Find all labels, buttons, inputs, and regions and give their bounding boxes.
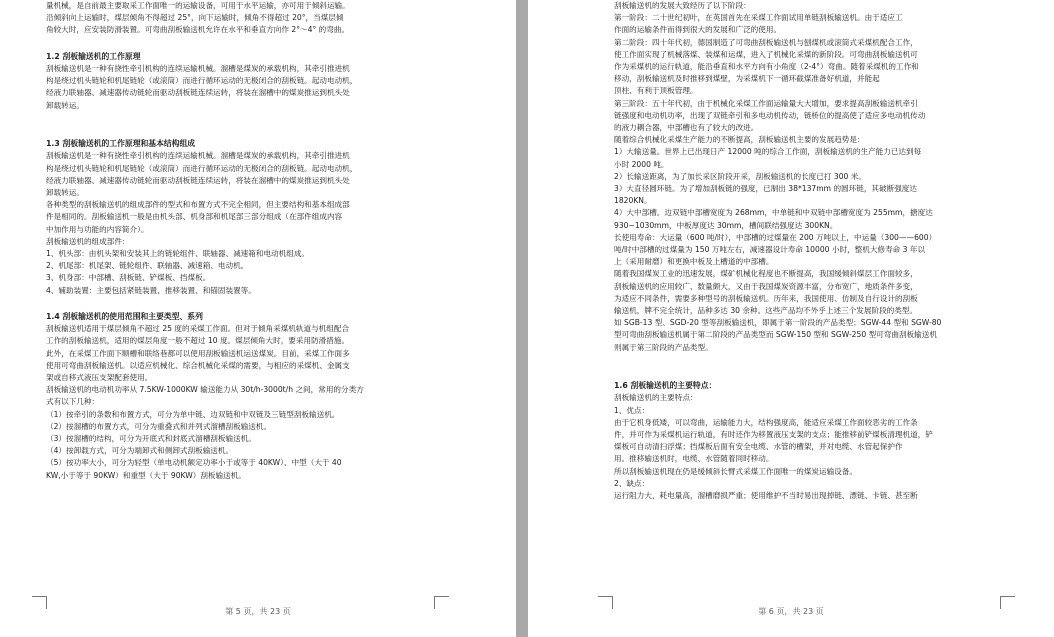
- text-line: 2、缺点：: [614, 478, 650, 488]
- text-line: 第二阶段：四十年代初，德国制造了可弯曲刮板输送机与刨煤机或滚筒式采煤机配合工作，: [614, 37, 918, 47]
- page-footer: 第 6 页，共 23 页: [758, 607, 824, 616]
- text-line: 此外，在采煤工作面下顺槽和联络巷都可以使用刮板输送机运送煤炭。目前，采煤工作面多: [46, 348, 350, 358]
- text-line: 刮板输送机适用于煤层倾角不超过 25 度的采煤工作面。但对于倾角采煤机轨道与机组配合: [46, 324, 350, 334]
- text-line: 构是绕过机头链轮和机尾链轮（或滚筒）而进行循环运动的无极闭合的刮板链。起动电动机，: [46, 163, 358, 173]
- section-heading: 1.2 刮板输送机的工作原理: [46, 51, 141, 61]
- text-line: 量机械，是自前最主要取采工作面唯一的运输设备，可用于水平运输，亦可用于倾斜运输。: [46, 1, 350, 10]
- text-line: KW,小于等于 90KW）和重型（大于 90KW）刮板输送机。: [46, 470, 246, 480]
- text-line: 由于它机身低矮，可以弯曲，运输能力大，结构强度高，能适应采煤工作面较恶劣的工作条: [614, 417, 918, 427]
- text-line: 刮板输送机的电动机功率从 7.5KW-1000KW 输送能力从 30t/h-3000t/h 之间，常用的分类方: [46, 385, 364, 395]
- text-line: （2）按溜槽的布置方式，可分为重叠式和并列式溜槽刮板输送机。: [46, 421, 272, 431]
- text-line: 卸载转运。: [46, 100, 84, 110]
- text-line: 第一阶段：二十世纪初叶，在英国首先在采煤工作面试用单链刮板输送机。由于适应工: [614, 13, 903, 23]
- text-line: （1）按牵引的条数和布置方式，可分为单中链、边双链和中双链及三链型刮板输送机。: [46, 409, 340, 419]
- text-line: 沿倾斜向上运输时，煤层倾角不得超过 25°，向下运输时，倾角不得超过 20°，当煤层倾: [46, 13, 344, 23]
- text-line: 角较大时，应安装防滑装置。可弯曲刮板输送机允许在水平和垂直方向作 2°～4° 的弯曲。: [46, 25, 350, 35]
- text-line: 1、机头部：由机头架和安装其上的链轮组件、联轴器、减速箱和电动机组成。: [46, 249, 310, 259]
- text-line: 煤板可自动清扫浮煤；挡煤板后面有安全电缆、水管的槽架，并对电缆、水管起保护作: [614, 442, 903, 452]
- page-footer: 第 5 页，共 23 页: [225, 607, 291, 616]
- text-line: 作面的运输条件而得到很大的发展和广泛的使用。: [614, 25, 782, 35]
- text-line: 型可弯曲刮板输送机属于第二阶段的产品类型而 SGW-150 型和 SGW-250 型可弯曲刮板输送机: [614, 330, 937, 340]
- text-line: 式有以下几种：: [46, 397, 100, 407]
- blank-line: [46, 37, 436, 49]
- text-line: 移动，刮板输送机及时推移到煤壁，为采煤机下一循环截煤准备好机道，并能起: [614, 74, 880, 84]
- text-line: 输送机，牌不完全统计，品种多达 30 余种。这些产品均不外乎上述三个发展阶段的类型。: [614, 306, 918, 316]
- text-line: 构是绕过机头链轮和机尾链轮（或滚筒）而进行循环运动的无极闭合的刮板链。起动电动机，: [46, 76, 358, 86]
- text-line: 刮板输送机的主要特点：: [614, 393, 698, 403]
- text-line: 为适应不同条件，需要多种型号的刮板输送机。历年来，我国使用、仿制及自行设计的刮板: [614, 293, 918, 303]
- text-line: 930~1030mm，中板厚度达 30mm，槽间联结强度达 300KN。: [614, 220, 838, 230]
- text-line: 的液力耦合器，中部槽也有了较大的改进。: [614, 123, 759, 133]
- text-line: 2、机尾部：机尾架、链轮组件、联轴器、减速箱、电动机。: [46, 261, 249, 271]
- text-line: 随着综合机械化采煤生产能力的不断提高，刮板输送机主要的发展趋势是：: [614, 135, 865, 145]
- text-line: 用。推移输送机时，电缆、水管随着同时移动。: [614, 454, 774, 464]
- page-body: [46, 0, 436, 482]
- text-line: 刮板输送机的发展大致经历了以下阶段：: [614, 1, 751, 10]
- text-line: 所以刮板输送机现在仍是缓倾斜长臂式采煤工作面唯一的煤炭运输设备。: [614, 466, 857, 476]
- section-heading: 1.6 刮板输送机的主要特点：: [614, 381, 717, 391]
- text-line: 第三阶段：五十年代初，由于机械化采煤工作面运输量大大增加，要求提高刮板输送机牵引: [614, 98, 918, 108]
- text-line: 架或自移式液压支架配套使用。: [46, 373, 153, 383]
- text-line: 工作的刮板输送机，适用的煤层角度一般不超过 10 度。煤层倾角大时，要采用防滑措施。: [46, 336, 350, 346]
- text-line: 经液力联轴器、减速器传动链轮而驱动刮板链连续运转，将装在溜槽中的煤炭推运到机头处: [46, 175, 350, 185]
- text-line: 刮板输送机的组成部件：: [46, 236, 130, 246]
- text-line: 1）大输送量。世界上已出现日产 12000 吨的综合工作面，刮板输送机的生产能力已达到每: [614, 147, 922, 157]
- text-line: 顶柱、有利于顶板管理。: [614, 86, 698, 96]
- blank-line: [46, 124, 436, 136]
- blank-line: [614, 366, 1008, 378]
- text-line: 使用可弯曲刮板输送机。以适应机械化、综合机械化采煤的需要，与相应的采煤机、金属支: [46, 360, 350, 370]
- text-line: 使工作面实现了机械落煤、装煤和运煤，进入了机械化采煤的新阶段。可弯曲刮板输送机可: [614, 49, 918, 59]
- document-page-6: [528, 0, 1054, 637]
- text-line: 各种类型的刮板输送机的组成部件的型式和布置方式不完全相同，但主要结构和基本组成部: [46, 200, 350, 210]
- text-line: 如 SGB-13 型、SGD-20 型等刮板输送机，即属于第一阶段的产品类型；SGW-44 型和 SGW-80: [614, 318, 942, 328]
- text-line: 上（采用耐磨）和更换中板及上槽道的中部槽。: [614, 257, 774, 267]
- page-gutter: [516, 0, 528, 637]
- text-line: 1820KN。: [614, 196, 652, 206]
- text-line: （3）按溜槽的结构，可分为开底式和封底式溜槽刮板输送机。: [46, 434, 256, 444]
- text-line: 中加作用与功能的内容简介）。: [46, 224, 149, 234]
- text-line: 3、机身部：中部槽、刮板链、铲煤板、挡煤板。: [46, 273, 211, 283]
- text-line: 件，并可作为采煤机运行轨道，有时还作为移置液压支架的支点；能推移前铲煤板清理机道，铲: [614, 430, 933, 440]
- section-heading: 1.4 刮板输送机的使用范围和主要类型、系列: [46, 312, 203, 322]
- text-line: 2）长输送距离，为了加长采区阶段开采，刮板输送机的长度已打 300 米。: [614, 171, 866, 181]
- text-line: 4、辅助装置：主要包括紧链装置、推移装置、和锚固装置等。: [46, 285, 256, 295]
- text-line: 3）大直径圆环链。为了增加刮板链的强度，已制出 38*137mm 的圆环链，其破断强度达: [614, 184, 917, 194]
- text-line: 卸载转运。: [46, 188, 84, 197]
- text-line: 1、优点：: [614, 405, 650, 415]
- text-line: 刮板输送机是一种有挠性牵引机构的连续运输机械。溜槽是煤炭的承载机构，其牵引推进机: [46, 64, 350, 73]
- text-line: 运行阻力大，耗电量高，溜槽磨损严重；使用维护不当时易出现掉链、漂链、卡链、甚至断: [614, 491, 918, 501]
- text-line: 小时 2000 吨。: [614, 159, 669, 169]
- blank-line: [614, 354, 1008, 366]
- text-line: （5）按功率大小，可分为轻型（单电动机额定功率小于或等于 40KW）、中型（大于 40: [46, 458, 342, 468]
- text-line: 则属于第三阶段的产品类型。: [614, 342, 713, 352]
- blank-line: [46, 297, 436, 309]
- blank-line: [46, 112, 436, 124]
- text-line: 随着我国煤炭工业的迅速发展，煤矿机械化程度也不断提高，我国缓倾斜煤层工作面较多，: [614, 269, 918, 279]
- text-line: 刮板输送机的应用较广、数量颇大，又由于我国煤炭资源丰富，分布宽广，地质条件多变，: [614, 281, 918, 291]
- text-line: 吨/时中部槽的过煤量为 150 万吨左右，减速器设计寿命 10000 小时，整机大修寿命 3 年以: [614, 245, 926, 255]
- text-line: 刮板输送机是一种有挠性牵引机构的连续运输机械。溜槽是煤炭的承载机构，其牵引推进机: [46, 151, 350, 161]
- text-line: 作为采煤机的运行轨道，能沿垂直和水平方向有小角度（2-4°）弯曲。随着采煤机的工作和: [614, 62, 919, 72]
- text-line: 件是相同的。刮板输送机一般是由机头部、机身部和机尾部三部分组成（在部件组成内容: [46, 212, 343, 222]
- document-page-5: [0, 0, 516, 637]
- page-body: [614, 0, 1008, 502]
- text-line: 经液力联轴器、减速器传动链轮而驱动刮板链连续运转，将装在溜槽中的煤炭推运到机头处: [46, 88, 350, 98]
- text-line: 4）大中部槽。边双链中部槽宽度为 268mm，中单链和中双链中部槽宽度为 255mm，搪度达: [614, 208, 933, 218]
- section-heading: 1.3 刮板输送机的工作原理和基本结构组成: [46, 139, 196, 149]
- text-line: 链强度和电动机功率，出现了双链牵引和多电动机传动，链桥位的提高使了适应多电动机传动: [614, 110, 926, 120]
- text-line: （4）按卸载方式，可分为端卸式和侧卸式刮板输送机。: [46, 446, 234, 456]
- text-line: 长使用寿命：大运量（600 吨/时），中部槽的过煤量在 200 万吨以上，中运量（300——600）: [614, 232, 937, 242]
